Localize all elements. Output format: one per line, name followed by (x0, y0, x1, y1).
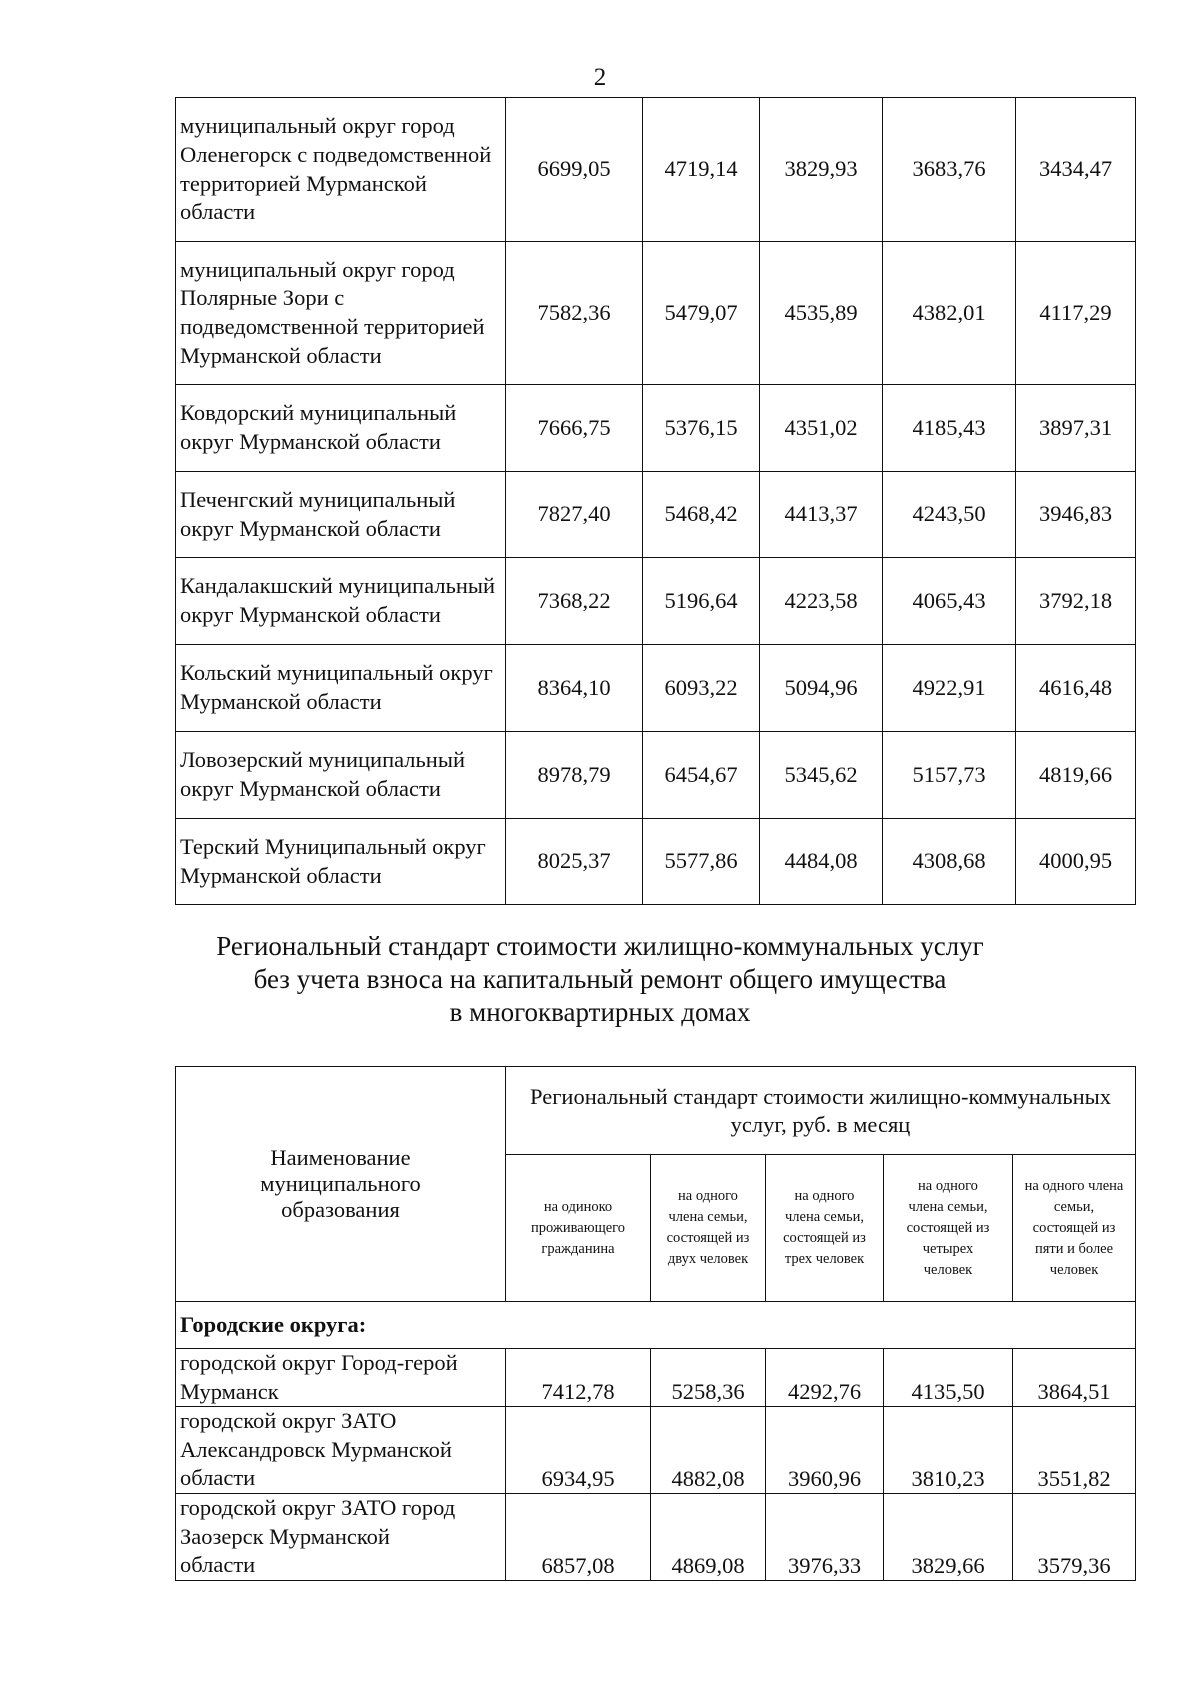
value-cell: 4922,91 (883, 645, 1016, 732)
section-title (0, 930, 1200, 1029)
municipality-name: городской округ ЗАТО город Заозерск Мурманской области (176, 1494, 506, 1581)
municipality-name: муниципальный округ город Полярные Зори с подведомственной территорией Мурманской области (176, 242, 506, 385)
value-cell: 4117,29 (1016, 242, 1136, 385)
table-row (176, 1349, 1136, 1407)
municipality-name: Терский Муниципальный округ Мурманской области (176, 819, 506, 905)
value-cell: 5479,07 (643, 242, 760, 385)
table-row (176, 558, 1136, 645)
value-cell: 8025,37 (506, 819, 643, 905)
column-header: на одного члена семьи, состоящей из двух человек (651, 1155, 766, 1302)
value-cell: 4869,08 (651, 1494, 766, 1581)
municipality-name: Ковдорский муниципальный округ Мурманской области (176, 385, 506, 472)
municipality-name: Ловозерский муниципальный округ Мурманской области (176, 732, 506, 819)
value-cell: 3829,93 (760, 98, 883, 242)
value-cell: 4223,58 (760, 558, 883, 645)
value-cell: 7666,75 (506, 385, 643, 472)
value-cell: 4719,14 (643, 98, 760, 242)
table-row (176, 732, 1136, 819)
value-cell: 6934,95 (506, 1407, 651, 1494)
municipality-name: городской округ Город-герой Мурманск (176, 1349, 506, 1407)
page-number: 2 (593, 64, 607, 91)
value-cell: 5468,42 (643, 472, 760, 558)
value-cell: 5258,36 (651, 1349, 766, 1407)
municipality-name: городской округ ЗАТО Александровск Мурманской области (176, 1407, 506, 1494)
municipality-name: Кольский муниципальный округ Мурманской области (176, 645, 506, 732)
value-cell: 3897,31 (1016, 385, 1136, 472)
value-cell: 4135,50 (884, 1349, 1013, 1407)
value-cell: 5376,15 (643, 385, 760, 472)
value-cell: 5094,96 (760, 645, 883, 732)
table-row (176, 645, 1136, 732)
column-header: на одного члена семьи, состоящей из трех человек (766, 1155, 884, 1302)
value-cell: 7412,78 (506, 1349, 651, 1407)
value-cell: 3683,76 (883, 98, 1016, 242)
value-cell: 3864,51 (1013, 1349, 1136, 1407)
municipality-name: Кандалакшский муниципальный округ Мурманской области (176, 558, 506, 645)
tariff-table-continued (175, 97, 1136, 905)
value-cell: 4484,08 (760, 819, 883, 905)
value-cell: 4308,68 (883, 819, 1016, 905)
value-cell: 3551,82 (1013, 1407, 1136, 1494)
value-cell: 3946,83 (1016, 472, 1136, 558)
table-row (176, 242, 1136, 385)
value-cell: 4382,01 (883, 242, 1016, 385)
value-cell: 4292,76 (766, 1349, 884, 1407)
table-row (176, 472, 1136, 558)
value-cell: 8978,79 (506, 732, 643, 819)
value-cell: 7827,40 (506, 472, 643, 558)
value-cell: 5157,73 (883, 732, 1016, 819)
column-group-header: Региональный стандарт стоимости жилищно-коммунальных услуг, руб. в месяц (506, 1067, 1136, 1155)
value-cell: 6699,05 (506, 98, 643, 242)
value-cell: 3434,47 (1016, 98, 1136, 242)
column-header-name: Наименование муниципального образования (176, 1067, 506, 1302)
section-row (176, 1302, 1136, 1349)
value-cell: 4065,43 (883, 558, 1016, 645)
value-cell: 5196,64 (643, 558, 760, 645)
header-row (176, 1067, 1136, 1155)
table-row (176, 819, 1136, 905)
section-title-line: в многоквартирных домах (449, 997, 751, 1027)
value-cell: 7582,36 (506, 242, 643, 385)
value-cell: 7368,22 (506, 558, 643, 645)
section-title-line: Региональный стандарт стоимости жилищно-коммунальных услуг (216, 931, 984, 961)
value-cell: 5577,86 (643, 819, 760, 905)
value-cell: 8364,10 (506, 645, 643, 732)
value-cell: 4882,08 (651, 1407, 766, 1494)
value-cell: 5345,62 (760, 732, 883, 819)
table-row (176, 1407, 1136, 1494)
table-row (176, 385, 1136, 472)
column-header: на одиноко проживающего гражданина (506, 1155, 651, 1302)
tariff-table (175, 1066, 1136, 1581)
value-cell: 4000,95 (1016, 819, 1136, 905)
column-header: на одного члена семьи, состоящей из пяти и более человек (1013, 1155, 1136, 1302)
value-cell: 4535,89 (760, 242, 883, 385)
value-cell: 3792,18 (1016, 558, 1136, 645)
value-cell: 4185,43 (883, 385, 1016, 472)
municipality-name: муниципальный округ город Оленегорск с подведомственной территорией Мурманской области (176, 98, 506, 242)
table-row (176, 98, 1136, 242)
section-title-line: без учета взноса на капитальный ремонт общего имущества (253, 964, 947, 994)
value-cell: 3579,36 (1013, 1494, 1136, 1581)
value-cell: 4243,50 (883, 472, 1016, 558)
value-cell: 3810,23 (884, 1407, 1013, 1494)
section-label: Городские округа: (176, 1302, 1136, 1349)
value-cell: 6857,08 (506, 1494, 651, 1581)
value-cell: 4819,66 (1016, 732, 1136, 819)
value-cell: 6454,67 (643, 732, 760, 819)
value-cell: 6093,22 (643, 645, 760, 732)
value-cell: 4616,48 (1016, 645, 1136, 732)
value-cell: 4351,02 (760, 385, 883, 472)
column-header: на одного члена семьи, состоящей из четырех человек (884, 1155, 1013, 1302)
value-cell: 3960,96 (766, 1407, 884, 1494)
table-row (176, 1494, 1136, 1581)
value-cell: 3829,66 (884, 1494, 1013, 1581)
municipality-name: Печенгский муниципальный округ Мурманской области (176, 472, 506, 558)
value-cell: 3976,33 (766, 1494, 884, 1581)
value-cell: 4413,37 (760, 472, 883, 558)
